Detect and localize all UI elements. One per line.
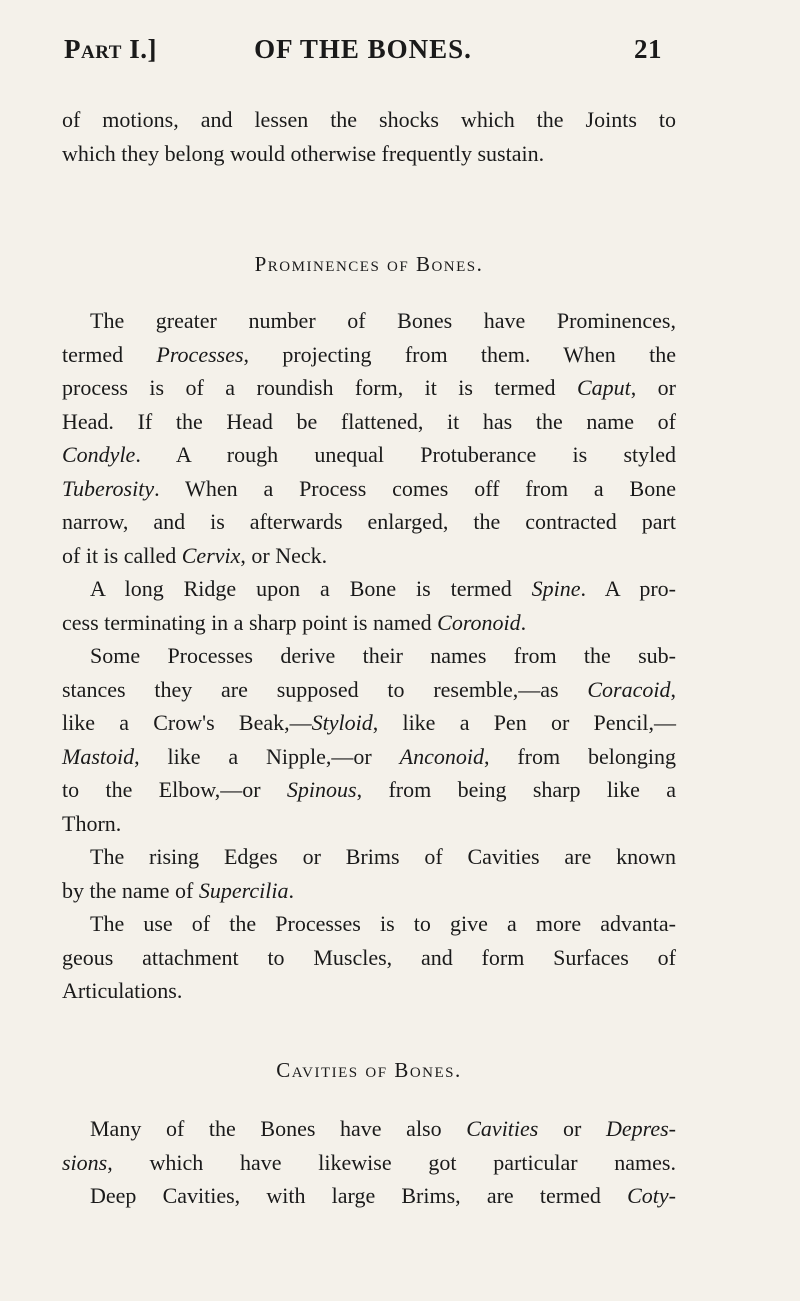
text-line: stances they are supposed to resemble,—as Coracoid, — [62, 676, 676, 702]
text-line: which they belong would otherwise frequently sustain. — [62, 140, 545, 166]
section-heading-cavities: Cavities of Bones. — [276, 1058, 462, 1082]
text-line: Some Processes derive their names from the sub- — [90, 643, 676, 668]
text-line: of motions, and lessen the shocks which the Joints to — [62, 107, 676, 132]
page-number: 21 — [634, 34, 662, 64]
text-line: termed Processes, projecting from them. When the — [62, 341, 676, 367]
text-line: The use of the Processes is to give a more advanta- — [90, 911, 676, 936]
text-line: Deep Cavities, with large Brims, are termed Coty- — [90, 1183, 676, 1208]
text-line: geous attachment to Muscles, and form Surfaces of — [62, 944, 676, 970]
intro-paragraph — [62, 103, 676, 170]
text-line: cess terminating in a sharp point is named Coronoid. — [62, 609, 527, 635]
text-line: Tuberosity. When a Process comes off from a Bone — [62, 475, 676, 501]
section-heading-prominences: Prominences of Bones. — [254, 252, 484, 276]
text-line: of it is called Cervix, or Neck. — [62, 542, 328, 568]
text-line: Head. If the Head be flattened, it has the name of — [62, 408, 676, 434]
section-body-cavities — [62, 1112, 676, 1213]
text-line: Articulations. — [62, 978, 183, 1003]
text-line: Mastoid, like a Nipple,—or Anconoid, from belonging — [62, 743, 676, 769]
text-line: narrow, and is afterwards enlarged, the contracted part — [62, 509, 676, 534]
text-line: A long Ridge upon a Bone is termed Spine. A pro- — [90, 576, 676, 601]
text-line: Thorn. — [62, 810, 122, 836]
text-line: Many of the Bones have also Cavities or Depres- — [90, 1116, 676, 1141]
part-label: Part I.] — [64, 34, 157, 64]
text-line: The greater number of Bones have Prominences, — [90, 308, 676, 333]
text-line: Condyle. A rough unequal Protuberance is styled — [62, 442, 676, 467]
text-line: process is of a roundish form, it is termed Caput, or — [62, 375, 676, 400]
section-body-prominences — [62, 304, 676, 1008]
text-line: The rising Edges or Brims of Cavities are known — [90, 844, 676, 869]
text-line: like a Crow's Beak,—Styloid, like a Pen or Pencil,— — [62, 710, 676, 735]
chapter-title: OF THE BONES. — [254, 34, 472, 64]
text-line: sions, which have likewise got particular names. — [62, 1149, 676, 1175]
running-head — [64, 34, 662, 65]
text-line: to the Elbow,—or Spinous, from being sharp like a — [62, 777, 676, 802]
text-line: by the name of Supercilia. — [62, 877, 294, 903]
